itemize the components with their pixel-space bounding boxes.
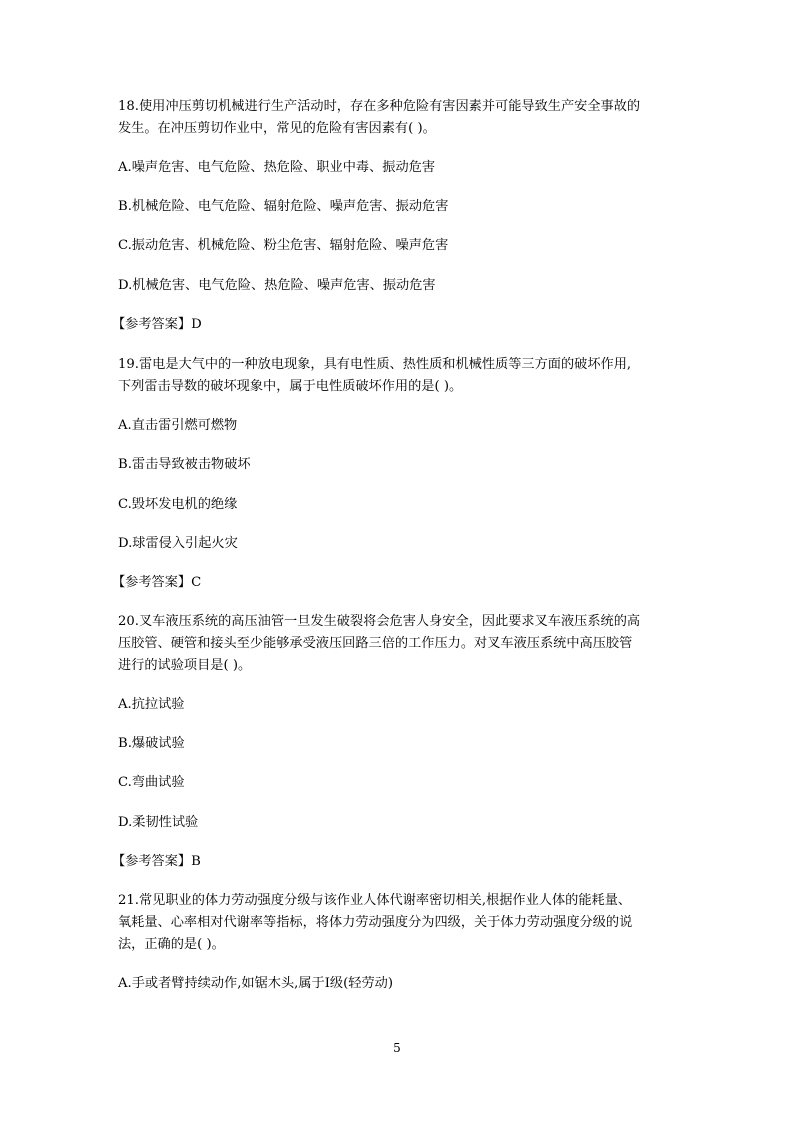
question-18-option-a: A.噪声危害、电气危险、热危险、职业中毒、振动危害 [118,160,436,175]
question-20-option-c: C.弯曲试验 [118,775,185,790]
question-18-option-d: D.机械危害、电气危险、热危险、噪声危害、振动危害 [118,278,436,293]
question-21-stem-line-3: 法，正确的是( )。 [118,937,225,952]
question-19-option-c: C.毁坏发电机的绝缘 [118,497,238,512]
question-20-stem-line-2: 压胶管、硬管和接头至少能够承受液压回路三倍的工作压力。对叉车液压系统中高压胶管 [118,636,633,651]
question-19-answer: 【参考答案】C [112,575,202,590]
question-20-answer: 【参考答案】B [112,854,201,869]
question-18-stem-line-1: 18.使用冲压剪切机械进行生产活动时，存在多种危险有害因素并可能导致生产安全事故的 [118,99,641,114]
question-19-stem-line-2: 下列雷击导数的破坏现象中，属于电性质破坏作用的是( )。 [118,379,463,394]
question-21-stem-line-1: 21.常见职业的体力劳动强度分级与该作业人体代谢率密切相关,根据作业人体的能耗量、 [118,893,632,908]
question-18-option-b: B.机械危险、电气危险、辐射危险、噪声危害、振动危害 [118,199,449,214]
question-20-stem-line-1: 20.叉车液压系统的高压油管一旦发生破裂将会危害人身安全，因此要求叉车液压系统的高 [118,614,641,629]
question-19-stem-line-1: 19.雷电是大气中的一种放电现象，具有电性质、热性质和机械性质等三方面的破坏作用, [118,357,632,372]
question-20-option-a: A.抗拉试验 [118,697,185,712]
question-19-option-d: D.球雷侵入引起火灾 [118,536,238,551]
question-18-option-c: C.振动危害、机械危险、粉尘危害、辐射危险、噪声危害 [118,238,449,253]
question-20-stem-line-3: 进行的试验项目是( )。 [118,658,252,673]
question-18-answer: 【参考答案】D [112,317,202,332]
question-20-option-d: D.柔韧性试验 [118,815,199,830]
question-19-option-a: A.直击雷引燃可燃物 [118,418,238,433]
question-19-option-b: B.雷击导致被击物破坏 [118,457,251,472]
page-number: 5 [393,1041,401,1055]
question-21-stem-line-2: 氧耗量、心率相对代谢率等指标，将体力劳动强度分为四级，关于体力劳动强度分级的说 [118,915,633,930]
question-18-stem-line-2: 发生。在冲压剪切作业中，常见的危险有害因素有( )。 [118,121,436,136]
question-21-option-a: A.手或者臂持续动作,如锯木头,属于Ⅰ级(轻劳动) [118,976,393,991]
question-20-option-b: B.爆破试验 [118,736,185,751]
